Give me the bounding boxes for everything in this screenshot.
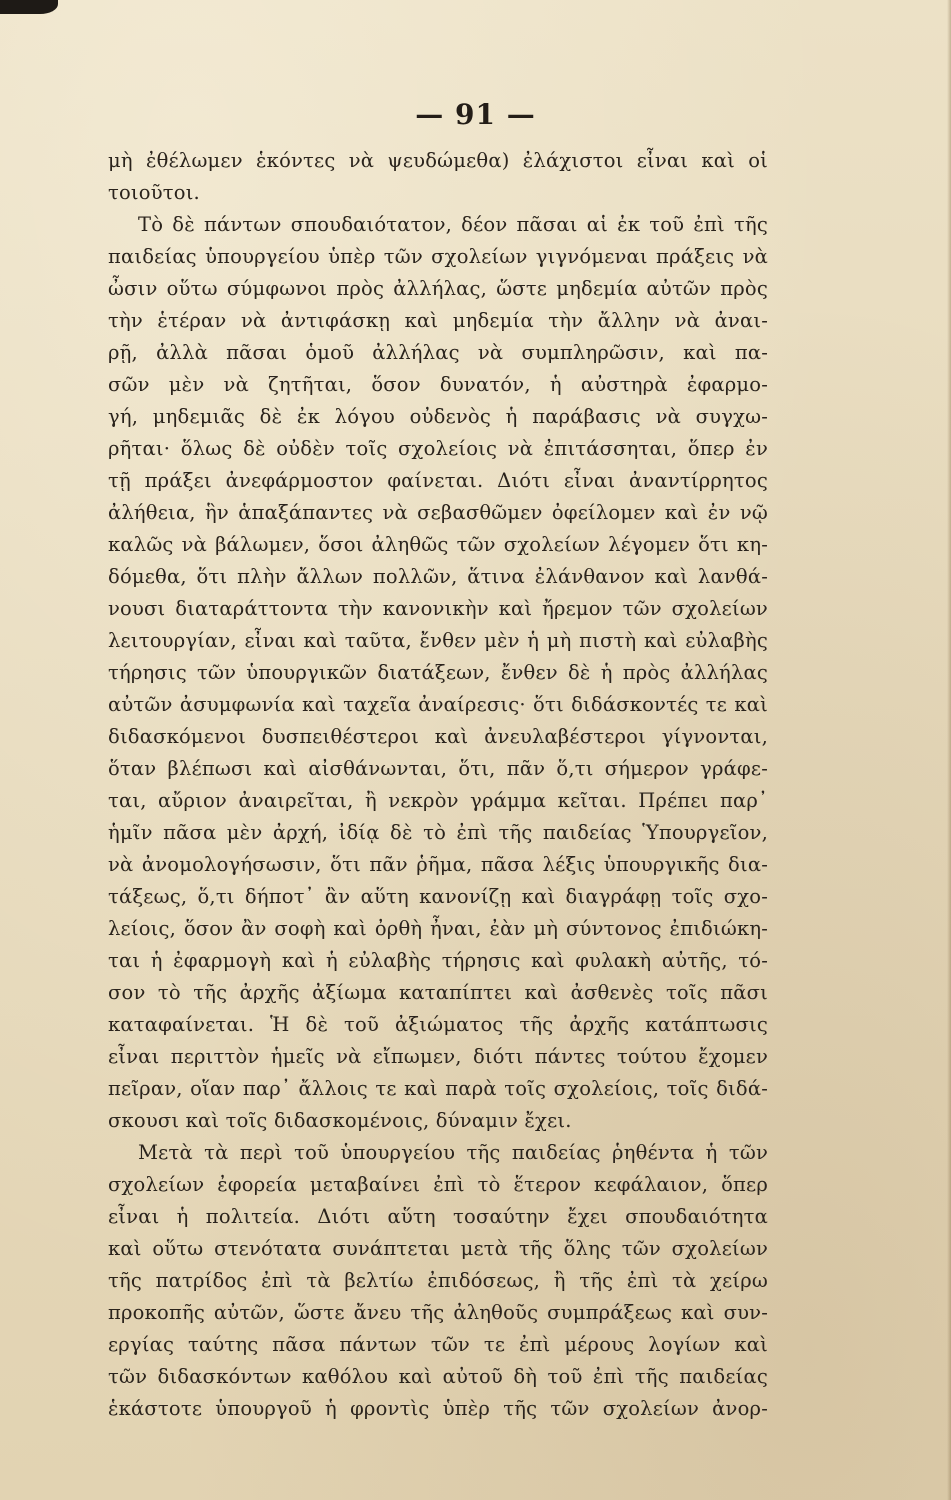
text-line: λειτουργίαν, εἶναι καὶ ταῦτα, ἔνθεν μὲν ἡ μὴ πιστὴ καὶ εὐλαβὴς [108,629,768,652]
text-line: σχολείων ἐφορεία μεταβαίνει ἐπὶ τὸ ἕτερον κεφάλαιον, ὅπερ [108,1173,768,1196]
text-line: εἶναι περιττὸν ἡμεῖς νὰ εἴπωμεν, διότι πάντες τούτου ἔχομεν [108,1045,768,1068]
page-number: — 91 — [415,98,536,131]
text-line: μὴ ἐθέλωμεν ἑκόντες νὰ ψευδώμεθα) ἐλάχιστοι εἶναι καὶ οἱ [108,149,768,172]
text-line: σον τὸ τῆς ἀρχῆς ἀξίωμα καταπίπτει καὶ ἀσθενὲς τοῖς πᾶσι [108,981,768,1004]
text-line: νὰ ἀνομολογήσωσιν, ὅτι πᾶν ῥῆμα, πᾶσα λέξις ὑπουργικῆς δια- [108,853,768,876]
text-line: λείοις, ὅσον ἂν σοφὴ καὶ ὀρθὴ ἦναι, ἐὰν μὴ σύντονος ἐπιδιώκη- [108,917,768,940]
text-line: τῆς πατρίδος ἐπὶ τὰ βελτίω ἐπιδόσεως, ἢ τῆς ἐπὶ τὰ χείρω [108,1269,768,1292]
page-edge-shadow [947,0,951,1500]
text-line: Τὸ δὲ πάντων σπουδαιότατον, δέον πᾶσαι αἱ ἐκ τοῦ ἐπὶ τῆς [138,213,768,236]
text-line: ρῇ, ἀλλὰ πᾶσαι ὁμοῦ ἀλλήλας νὰ συμπληρῶσιν, καὶ πα- [108,341,768,364]
text-line: πεῖραν, οἵαν παρ᾽ ἄλλοις τε καὶ παρὰ τοῖς σχολείοις, τοῖς διδά- [108,1077,768,1100]
text-line: εἶναι ἡ πολιτεία. Διότι αὕτη τοσαύτην ἔχει σπουδαιότητα [108,1205,768,1228]
text-line: ἑκάστοτε ὑπουργοῦ ἡ φροντὶς ὑπὲρ τῆς τῶν σχολείων ἀνορ- [108,1397,768,1420]
text-line: ὅταν βλέπωσι καὶ αἰσθάνωνται, ὅτι, πᾶν ὅ,τι σήμερον γράφε- [108,757,768,780]
text-line: νουσι διαταράττοντα τὴν κανονικὴν καὶ ἤρεμον τῶν σχολείων [108,597,768,620]
text-line: ὦσιν οὕτω σύμφωνοι πρὸς ἀλλήλας, ὥστε μηδεμία αὐτῶν πρὸς [108,277,768,300]
scan-corner-mark [0,0,58,14]
text-line: ρῆται· ὅλως δὲ οὐδὲν τοῖς σχολείοις νὰ ἐπιτάσσηται, ὅπερ ἐν [108,437,768,460]
text-line: δόμεθα, ὅτι πλὴν ἄλλων πολλῶν, ἅτινα ἐλάνθανον καὶ λανθά- [108,565,768,588]
text-line: εργίας ταύτης πᾶσα πάντων τῶν τε ἐπὶ μέρους λογίων καὶ [108,1333,768,1356]
text-line: καταφαίνεται. Ἡ δὲ τοῦ ἀξιώματος τῆς ἀρχῆς κατάπτωσις [108,1013,768,1036]
text-line: καλῶς νὰ βάλωμεν, ὅσοι ἀληθῶς τῶν σχολείων λέγομεν ὅτι κη- [108,533,768,556]
text-line: διδασκόμενοι δυσπειθέστεροι καὶ ἀνευλαβέστεροι γίγνονται, [108,725,768,748]
text-line: τοιοῦτοι. [108,181,200,204]
text-line: ται, αὔριον ἀναιρεῖται, ἢ νεκρὸν γράμμα κεῖται. Πρέπει παρ᾽ [108,789,768,812]
text-line: σῶν μὲν νὰ ζητῆται, ὅσον δυνατόν, ἡ αὐστηρὰ ἐφαρμο- [108,373,768,396]
text-line: σκουσι καὶ τοῖς διδασκομένοις, δύναμιν ἔχει. [108,1109,572,1132]
text-line: ται ἡ ἐφαρμογὴ καὶ ἡ εὐλαβὴς τήρησις καὶ φυλακὴ αὐτῆς, τό- [108,949,768,972]
text-line: προκοπῆς αὐτῶν, ὥστε ἄνευ τῆς ἀληθοῦς συμπράξεως καὶ συν- [108,1301,768,1324]
text-line: αὐτῶν ἀσυμφωνία καὶ ταχεῖα ἀναίρεσις· ὅτι διδάσκοντές τε καὶ [108,693,768,716]
body-text [108,145,768,1425]
text-line: Μετὰ τὰ περὶ τοῦ ὑπουργείου τῆς παιδείας ῥηθέντα ἡ τῶν [138,1141,768,1164]
text-line: παιδείας ὑπουργείου ὑπὲρ τῶν σχολείων γιγνόμεναι πράξεις νὰ [108,245,768,268]
text-line: τάξεως, ὅ,τι δήποτ᾽ ἂν αὕτη κανονίζῃ καὶ διαγράφῃ τοῖς σχο- [108,885,768,908]
text-line: τὴν ἑτέραν νὰ ἀντιφάσκῃ καὶ μηδεμία τὴν ἄλλην νὰ ἀναι- [108,309,768,332]
text-line: τῶν διδασκόντων καθόλου καὶ αὐτοῦ δὴ τοῦ ἐπὶ τῆς παιδείας [108,1365,768,1388]
text-line: τῇ πράξει ἀνεφάρμοστον φαίνεται. Διότι εἶναι ἀναντίρρητος [108,469,768,492]
text-line: ἡμῖν πᾶσα μὲν ἀρχή, ἰδίᾳ δὲ τὸ ἐπὶ τῆς παιδείας Ὑπουργεῖον, [108,821,768,844]
text-line: γή, μηδεμιᾶς δὲ ἐκ λόγου οὐδενὸς ἡ παράβασις νὰ συγχω- [108,405,768,428]
text-line: τήρησις τῶν ὑπουργικῶν διατάξεων, ἔνθεν δὲ ἡ πρὸς ἀλλήλας [108,661,768,684]
text-line: ἀλήθεια, ἣν ἁπαξάπαντες νὰ σεβασθῶμεν ὀφείλομεν καὶ ἐν νῷ [108,501,768,524]
text-line: καὶ οὕτω στενότατα συνάπτεται μετὰ τῆς ὅλης τῶν σχολείων [108,1237,768,1260]
